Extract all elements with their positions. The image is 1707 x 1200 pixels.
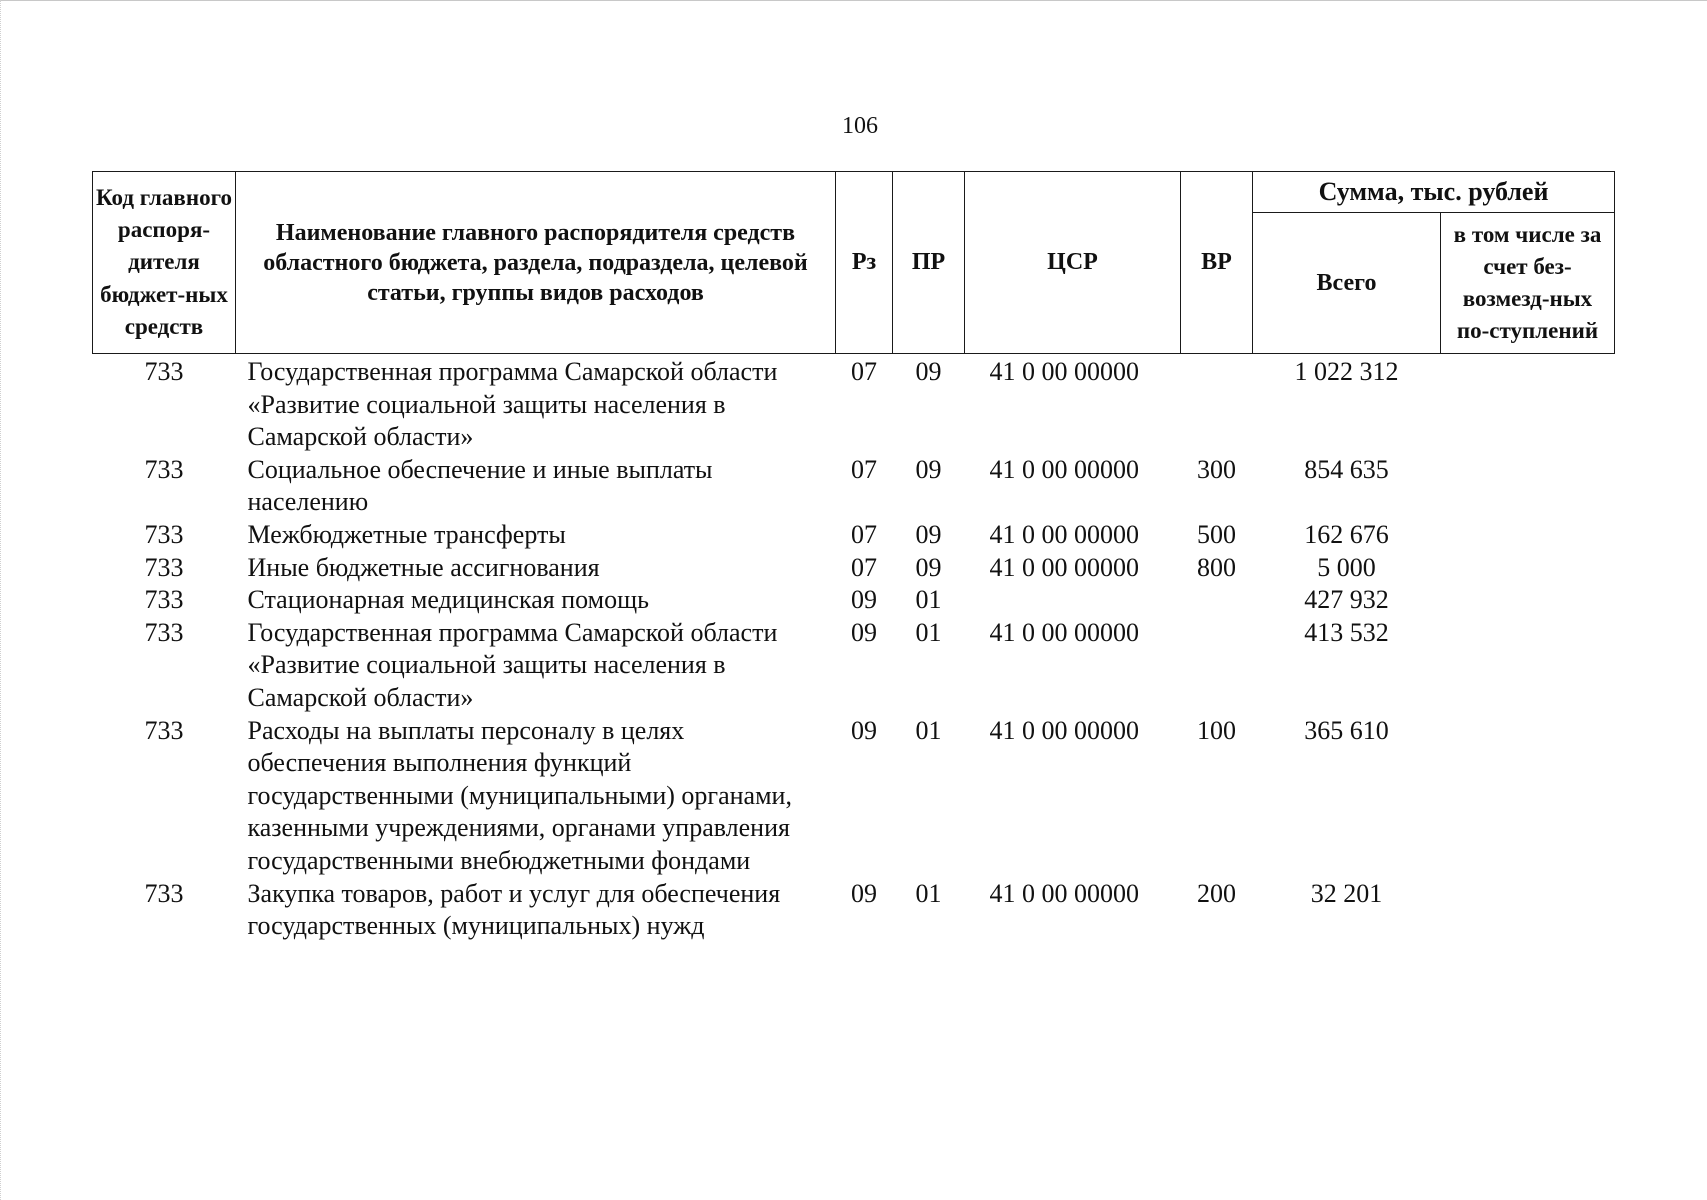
table-row — [93, 617, 1615, 715]
cell-total: 427 932 — [1304, 585, 1389, 615]
cell-total: 854 635 — [1304, 454, 1389, 484]
cell-vr — [1181, 584, 1253, 617]
table-row — [93, 354, 1615, 454]
cell-total: 365 610 — [1304, 715, 1389, 745]
cell-rz: 07 — [851, 552, 877, 582]
cell-csr — [965, 584, 1181, 617]
cell-free — [1441, 584, 1615, 617]
cell-code: 733 — [144, 617, 184, 647]
cell-name: Стационарная медицинская помощь — [247, 585, 649, 615]
cell-name: Расходы на выплаты персоналу в целях обеспечения выполнения функций государственными (муниципальными) органами, казенными учреждениями, органами управления государственными внебюджетными фондами — [247, 715, 792, 875]
header-code: Код главного распоря-дителя бюджет-ных средств — [93, 172, 236, 354]
cell-vr — [1181, 617, 1253, 715]
cell-total: 162 676 — [1304, 519, 1389, 549]
cell-free — [1441, 715, 1615, 878]
cell-rz: 09 — [851, 617, 877, 647]
cell-pr: 01 — [915, 715, 942, 745]
header-vr: ВР — [1181, 172, 1253, 354]
cell-rz: 09 — [851, 878, 877, 908]
cell-pr: 09 — [915, 552, 942, 582]
table-row — [93, 519, 1615, 552]
cell-rz: 09 — [851, 715, 877, 745]
cell-vr: 300 — [1197, 454, 1236, 484]
cell-csr: 41 0 00 00000 — [989, 878, 1139, 908]
cell-free — [1441, 617, 1615, 715]
cell-vr: 800 — [1197, 552, 1236, 582]
table-body — [93, 354, 1615, 943]
header-total: Всего — [1253, 213, 1441, 354]
cell-csr: 41 0 00 00000 — [989, 617, 1139, 647]
cell-rz: 07 — [851, 357, 877, 386]
scan-edge-left — [0, 0, 3, 1200]
cell-name: Иные бюджетные ассигнования — [247, 552, 600, 582]
page-number: 106 — [842, 113, 878, 139]
cell-csr: 41 0 00 00000 — [989, 715, 1139, 745]
cell-pr: 01 — [915, 585, 942, 615]
cell-vr — [1181, 354, 1253, 454]
cell-code: 733 — [144, 357, 184, 386]
cell-total: 5 000 — [1317, 552, 1376, 582]
cell-name: Межбюджетные трансферты — [247, 519, 566, 549]
cell-free — [1441, 878, 1615, 943]
budget-table — [92, 171, 1615, 943]
cell-code: 733 — [144, 715, 184, 745]
cell-pr: 09 — [915, 357, 942, 386]
cell-free — [1441, 552, 1615, 585]
cell-csr: 41 0 00 00000 — [989, 552, 1139, 582]
cell-name: Государственная программа Самарской области «Развитие социальной защиты населения в Самарской области» — [247, 617, 778, 712]
cell-vr: 100 — [1197, 715, 1236, 745]
scan-edge-top — [0, 0, 1707, 4]
cell-csr: 41 0 00 00000 — [989, 357, 1139, 386]
cell-name: Государственная программа Самарской области «Развитие социальной защиты населения в Самарской области» — [247, 357, 778, 452]
cell-csr: 41 0 00 00000 — [989, 519, 1139, 549]
cell-name: Закупка товаров, работ и услуг для обеспечения государственных (муниципальных) нужд — [247, 878, 781, 941]
cell-code: 733 — [144, 519, 184, 549]
cell-code: 733 — [144, 552, 184, 582]
cell-rz: 07 — [851, 454, 877, 484]
cell-pr: 01 — [915, 617, 942, 647]
cell-name: Социальное обеспечение и иные выплаты населению — [247, 454, 713, 517]
cell-code: 733 — [144, 454, 184, 484]
cell-vr: 200 — [1197, 878, 1236, 908]
cell-rz: 07 — [851, 519, 877, 549]
cell-free — [1441, 519, 1615, 552]
header-rz: Рз — [836, 172, 893, 354]
cell-code: 733 — [144, 585, 184, 615]
cell-pr: 01 — [915, 878, 942, 908]
header-name: Наименование главного распорядителя средств областного бюджета, раздела, подраздела, целевой статьи, группы видов расходов — [236, 172, 836, 354]
cell-free — [1441, 354, 1615, 454]
header-pr: ПР — [893, 172, 965, 354]
table-header — [93, 172, 1615, 354]
cell-vr: 500 — [1197, 519, 1236, 549]
cell-free — [1441, 454, 1615, 519]
cell-pr: 09 — [915, 454, 942, 484]
table-row — [93, 552, 1615, 585]
table-row — [93, 878, 1615, 943]
cell-code: 733 — [144, 878, 184, 908]
header-free: в том числе за счет без-возмезд-ных по-ступлений — [1441, 213, 1615, 354]
cell-csr: 41 0 00 00000 — [989, 454, 1139, 484]
cell-total: 32 201 — [1310, 878, 1383, 908]
table-row — [93, 454, 1615, 519]
cell-pr: 09 — [915, 519, 942, 549]
cell-rz: 09 — [851, 585, 877, 615]
header-sum: Сумма, тыс. рублей — [1253, 172, 1615, 213]
header-csr: ЦСР — [965, 172, 1181, 354]
table-row — [93, 715, 1615, 878]
cell-total: 1 022 312 — [1294, 357, 1399, 386]
cell-total: 413 532 — [1304, 617, 1389, 647]
table-row — [93, 584, 1615, 617]
